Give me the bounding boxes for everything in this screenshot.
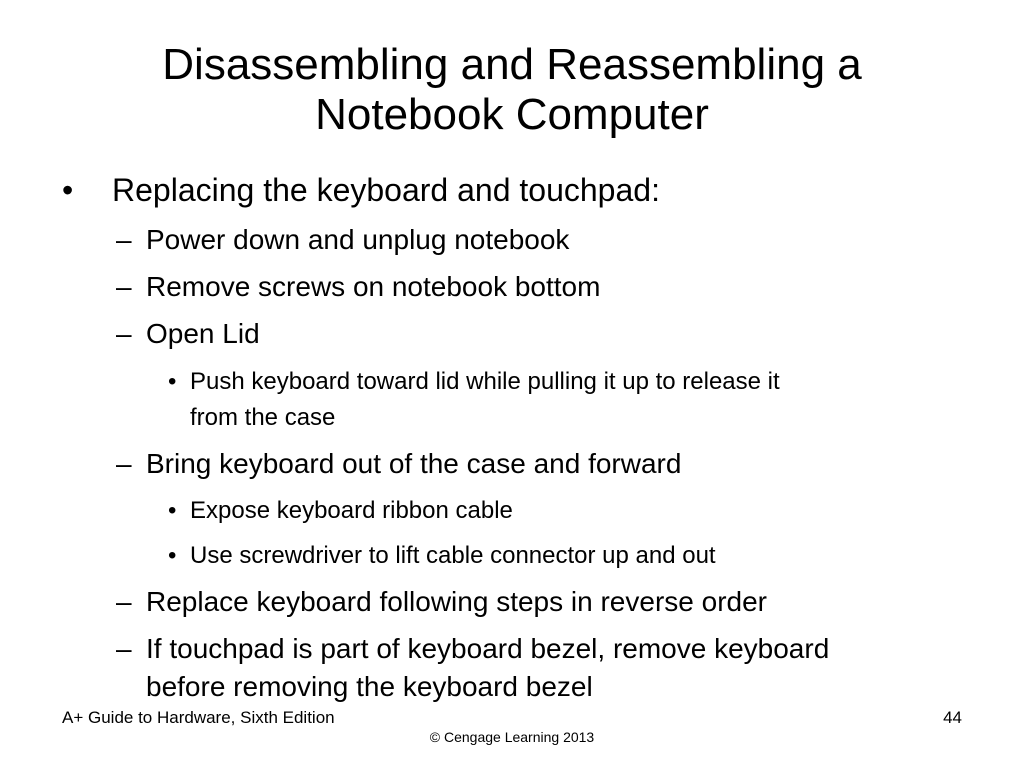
list-item-level1: Replacing the keyboard and touchpad:	[112, 172, 660, 208]
list-item-level2: Remove screws on notebook bottom	[146, 271, 601, 302]
list-item-level2: Bring keyboard out of the case and forward	[146, 448, 682, 479]
dash-marker: –	[116, 271, 132, 302]
dash-marker: –	[116, 224, 132, 255]
slide-title-line-1: Disassembling and Reassembling a	[162, 40, 862, 89]
footer-copyright: © Cengage Learning 2013	[429, 729, 595, 745]
sub-bullet-marker: •	[168, 542, 177, 569]
dash-marker: –	[116, 448, 132, 479]
list-item-level2: Power down and unplug notebook	[146, 224, 570, 255]
dash-marker: –	[116, 318, 132, 349]
dash-marker: –	[116, 586, 132, 617]
slide-title-line-2: Notebook Computer	[315, 90, 709, 139]
list-item-level3: Push keyboard toward lid while pulling it up to release it	[190, 368, 780, 395]
list-item-level3-continued: from the case	[190, 404, 336, 431]
list-item-level3: Expose keyboard ribbon cable	[190, 497, 513, 524]
list-item-level2: Replace keyboard following steps in reverse order	[146, 586, 767, 617]
sub-bullet-marker: •	[168, 368, 177, 395]
list-item-level2-continued: before removing the keyboard bezel	[146, 671, 593, 702]
list-item-level2: If touchpad is part of keyboard bezel, remove keyboard	[146, 633, 830, 664]
dash-marker: –	[116, 633, 132, 664]
bullet-marker: •	[62, 172, 74, 208]
footer-page-number: 44	[943, 708, 962, 727]
list-item-level2: Open Lid	[146, 318, 260, 349]
list-item-level3: Use screwdriver to lift cable connector up and out	[190, 542, 716, 569]
sub-bullet-marker: •	[168, 497, 177, 524]
footer-book-title: A+ Guide to Hardware, Sixth Edition	[62, 708, 335, 727]
